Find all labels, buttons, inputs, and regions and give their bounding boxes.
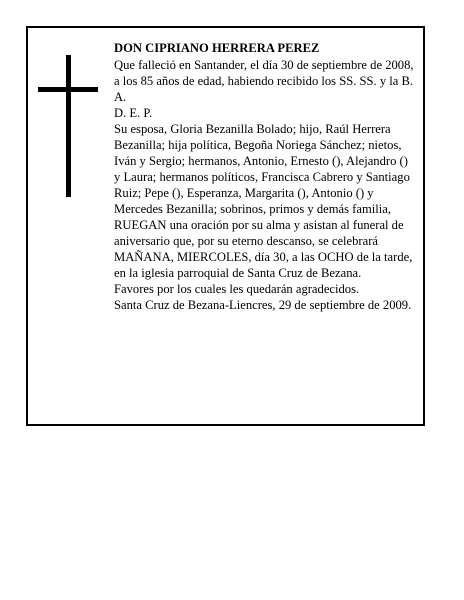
cross-vertical-bar	[66, 55, 71, 197]
place-date-paragraph: Santa Cruz de Bezana-Liencres, 29 de septiembre de 2009.	[114, 298, 412, 312]
obituary-notice	[26, 26, 425, 426]
family-paragraph: Su esposa, Gloria Bezanilla Bolado; hijo, Raúl Herrera Bezanilla; hija política, Begoña Noriega Sánchez; nietos, Iván y Sergio; hermanos, Antonio, Ernesto (), Alejandro () y Laura; hermanos políticos, Francisca Cabrero y Santiago Ruiz; Pepe (), Esperanza, Margarita (), Antonio () y Mercedes Bezanilla; sobrinos, primos y demás familia,	[114, 122, 410, 216]
age-paragraph: a los 85 años de edad, habiendo recibido los SS. SS. y la B. A.	[114, 74, 414, 104]
dep-paragraph: D. E. P.	[114, 106, 153, 120]
obituary-text	[114, 40, 414, 313]
deceased-name: DON CIPRIANO HERRERA PEREZ	[114, 41, 320, 55]
cross-horizontal-bar	[38, 87, 98, 92]
death-date-paragraph: Que falleció en Santander, el día 30 de septiembre de 2008,	[114, 58, 414, 72]
funeral-paragraph: RUEGAN una oración por su alma y asistan al funeral de aniversario que, por su eterno descanso, se celebrará MAÑANA, MIERCOLES, día 30, a las OCHO de la tarde, en la iglesia parroquial de Santa Cruz de Bezana.	[114, 218, 413, 280]
thanks-paragraph: Favores por los cuales les quedarán agradecidos.	[114, 282, 360, 296]
cross-icon	[38, 55, 98, 197]
